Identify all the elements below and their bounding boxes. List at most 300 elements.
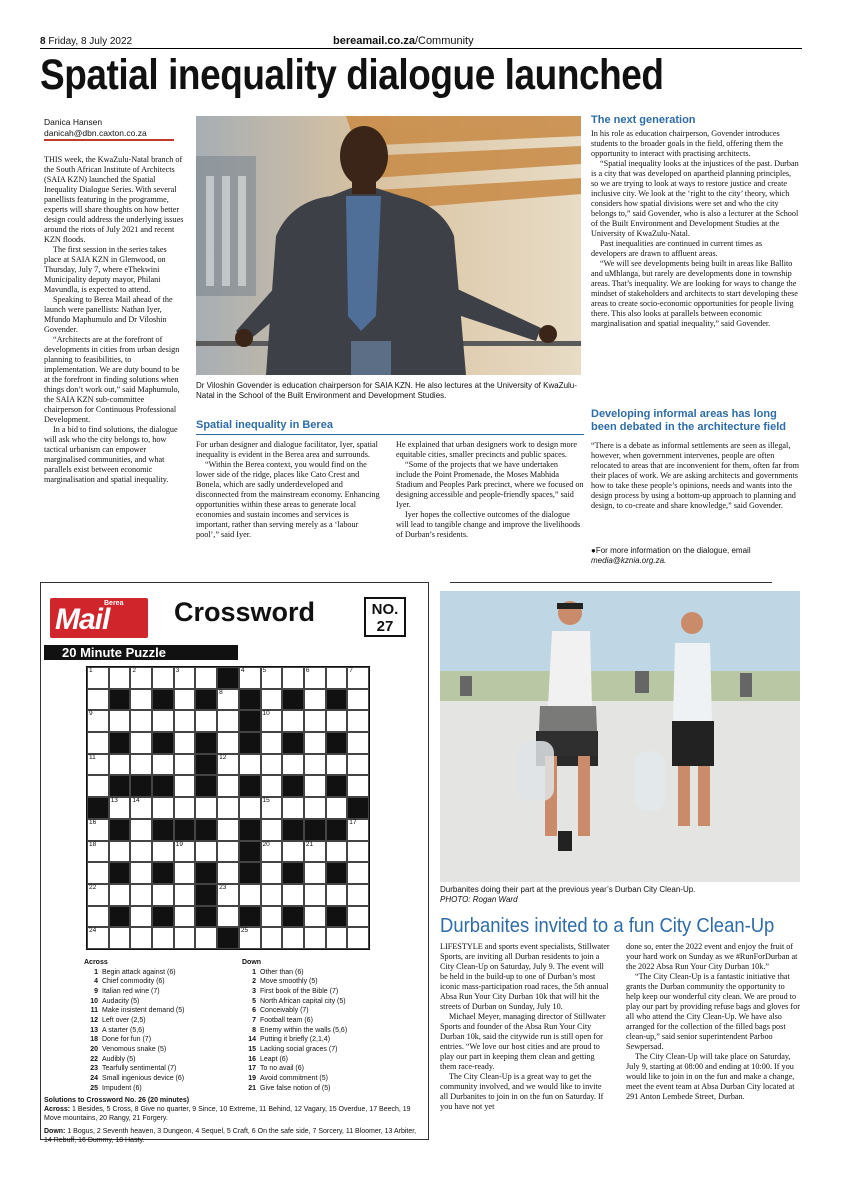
grid-cell[interactable] <box>152 884 174 906</box>
grid-cell[interactable] <box>174 754 196 776</box>
clue-text: Conceivably (7) <box>260 1007 309 1015</box>
grid-cell[interactable] <box>326 710 348 732</box>
grid-cell[interactable] <box>304 797 326 819</box>
subhead-spatial-inequality: Spatial inequality in Berea <box>196 419 333 431</box>
cell-number: 4 <box>240 667 245 674</box>
grid-cell[interactable] <box>239 797 261 819</box>
grid-cell[interactable] <box>217 732 239 754</box>
article-headline: Spatial inequality dialogue launched <box>40 51 664 99</box>
clue-text: Impudent (6) <box>102 1084 142 1092</box>
clue-text: To no avail (6) <box>260 1065 304 1073</box>
grid-block <box>109 862 131 884</box>
grid-cell[interactable] <box>109 754 131 776</box>
clue-text: North African capital city (5) <box>260 997 346 1005</box>
grid-cell[interactable] <box>217 884 239 906</box>
clue-text: Chief commodity (6) <box>102 978 165 986</box>
subhead-next-generation: The next generation <box>591 114 696 126</box>
solutions-across: Across: 1 Besides, 5 Cross, 8 Give no quarter, 9 Since, 10 Extreme, 11 Behind, 12 Vagary, 15 Overdue, 17 Beech, 19 Move mountains, 20 Rangy, 21 Forgery. <box>44 1106 411 1123</box>
clue-text: Begin attack against (6) <box>102 968 176 976</box>
article-column-2 <box>196 440 381 540</box>
section-name: /Community <box>414 35 474 47</box>
cleanup-headline: Durbanites invited to a fun City Clean-Up <box>440 914 775 937</box>
photo-caption: Dr Viloshin Govender is education chairperson for SAIA KZN. He also lectures at the University of KwaZulu-Natal in the School of the Built Environment and Development Studies. <box>196 381 577 400</box>
grid-cell[interactable] <box>174 884 196 906</box>
grid-cell[interactable] <box>261 862 283 884</box>
paragraph: Speaking to Berea Mail ahead of the launch were panellists: Nathan Iyer, Mfundo Maphumulo and Dr Viloshin Govender. <box>44 295 173 334</box>
cell-number: 9 <box>89 710 93 718</box>
grid-cell[interactable] <box>217 775 239 797</box>
grid-cell[interactable] <box>347 710 369 732</box>
grid-cell[interactable] <box>87 754 109 776</box>
clue-text: Other than (6) <box>260 968 304 976</box>
clue-number: 1 <box>94 968 98 976</box>
grid-cell[interactable] <box>282 710 304 732</box>
grid-block <box>326 732 348 754</box>
grid-block <box>109 689 131 711</box>
grid-cell[interactable] <box>130 927 152 949</box>
grid-block <box>195 906 217 928</box>
clue-item <box>84 968 234 978</box>
grid-cell[interactable] <box>261 689 283 711</box>
grid-cell[interactable] <box>174 927 196 949</box>
cell-number: 3 <box>175 667 180 674</box>
grid-cell[interactable] <box>347 732 369 754</box>
grid-cell[interactable] <box>109 927 131 949</box>
grid-cell[interactable] <box>347 884 369 906</box>
grid-cell[interactable] <box>217 841 239 863</box>
grid-block <box>239 689 261 711</box>
grid-block <box>282 906 304 928</box>
grid-block <box>152 732 174 754</box>
crossword-title: Crossword <box>174 597 316 627</box>
info-email[interactable]: media@kznia.org.za. <box>591 555 667 565</box>
grid-cell[interactable] <box>174 841 196 863</box>
paragraph: “We will see developments being built in areas like Ballito and uMhlanga, but rarely are developments done in township areas. That’s inequality. We are looking for ways to change the mindset of stakeholders and architects to start developing these areas to create socio-economic opportunities for people living there. This also looks at parallels between economic marginalisation and spatial inequality,” said Govender. <box>591 259 798 328</box>
cell-number: 23 <box>219 883 227 891</box>
grid-cell[interactable] <box>239 927 261 949</box>
grid-cell[interactable] <box>347 667 369 689</box>
grid-cell[interactable] <box>261 906 283 928</box>
paragraph: done so, enter the 2022 event and enjoy the fruit of your hard work on Sunday as we #RunForDurban at the 2022 Absa Run Your City Durban 10k.” <box>626 942 798 971</box>
grid-block <box>326 775 348 797</box>
down-title: Down <box>242 959 262 966</box>
grid-cell[interactable] <box>195 667 217 689</box>
paragraph: He explained that urban designers work to design more equitable cities, smaller precincts and public spaces. <box>396 440 577 459</box>
grid-block <box>152 689 174 711</box>
grid-block <box>195 689 217 711</box>
clue-item <box>84 987 234 997</box>
grid-cell[interactable] <box>152 841 174 863</box>
grid-cell[interactable] <box>174 732 196 754</box>
grid-cell[interactable] <box>130 862 152 884</box>
clue-item <box>84 1084 234 1094</box>
grid-cell[interactable] <box>326 797 348 819</box>
cell-number: 21 <box>305 840 314 848</box>
clue-text: Enemy within the walls (5,6) <box>260 1026 348 1034</box>
govender-photo <box>196 116 581 375</box>
clue-item <box>242 1064 392 1074</box>
grid-block <box>217 667 239 689</box>
clue-text: Done for fun (7) <box>102 1036 152 1044</box>
clue-item <box>242 1074 392 1084</box>
grid-block <box>347 797 369 819</box>
grid-cell[interactable] <box>130 841 152 863</box>
clue-item <box>242 997 392 1007</box>
clue-number: 23 <box>90 1065 98 1073</box>
clue-item <box>242 977 392 987</box>
article-column-1 <box>44 155 184 485</box>
subhead-informal-areas: Developing informal areas has long been debated in the architecture field <box>591 408 786 433</box>
clue-text: Tearfully sentimental (7) <box>102 1065 177 1073</box>
paragraph: LIFESTYLE and sports event specialists, Stillwater Sports, are inviting all Durban residents to join a City Clean-Up on Saturday, July 9. The event will be held in the build-up to one of Durban’s most iconic mass-participation road races, the 5th annual Absa Run Your City Durban 10k that will hit the streets of Durban on Sunday, July 10. <box>440 942 610 1011</box>
grid-cell[interactable] <box>87 862 109 884</box>
site-name: bereamail.co.za <box>333 35 415 47</box>
grid-block <box>152 775 174 797</box>
clue-item <box>84 1035 234 1045</box>
grid-cell[interactable] <box>261 667 283 689</box>
grid-cell[interactable] <box>282 841 304 863</box>
grid-cell[interactable] <box>152 754 174 776</box>
cell-number: 1 <box>89 667 93 674</box>
grid-cell[interactable] <box>347 775 369 797</box>
grid-cell[interactable] <box>195 841 217 863</box>
cell-number: 19 <box>175 840 183 848</box>
subhead-rule <box>196 434 584 435</box>
grid-block <box>152 906 174 928</box>
grid-block <box>282 689 304 711</box>
grid-cell[interactable] <box>347 862 369 884</box>
article-column-4 <box>591 129 799 329</box>
grid-cell[interactable] <box>130 797 152 819</box>
info-text: For more information on the dialogue, email <box>595 546 751 555</box>
crossword-no-label: NO. <box>371 601 399 618</box>
grid-block <box>282 819 304 841</box>
clue-text: Football team (6) <box>260 1016 313 1024</box>
grid-cell[interactable] <box>304 689 326 711</box>
solutions-down: Down: 1 Bogus, 2 Seventh heaven, 3 Dungeon, 4 Sequel, 5 Craft, 6 On the safe side, 7 Sorcery, 11 Bloomer, 13 Arbiter, 14 Rebuff, 16 Dummy, 18 Hasty. <box>44 1127 417 1144</box>
grid-cell[interactable] <box>239 667 261 689</box>
crossword-no-value: 27 <box>376 618 394 635</box>
grid-cell[interactable] <box>87 710 109 732</box>
grid-cell[interactable] <box>87 689 109 711</box>
grid-cell[interactable] <box>217 862 239 884</box>
logo-mail: Mail <box>55 603 110 636</box>
cell-number: 6 <box>305 667 310 674</box>
clue-number: 5 <box>252 997 256 1005</box>
clue-text: Move smoothly (5) <box>260 978 318 986</box>
grid-block <box>239 710 261 732</box>
clue-text: Leapt (6) <box>260 1055 289 1063</box>
grid-cell[interactable] <box>261 884 283 906</box>
grid-cell[interactable] <box>174 862 196 884</box>
grid-cell[interactable] <box>326 667 348 689</box>
more-info <box>591 546 799 565</box>
grid-cell[interactable] <box>304 862 326 884</box>
grid-block <box>87 797 109 819</box>
crossword-solutions <box>44 1096 424 1145</box>
clue-number: 10 <box>90 997 98 1005</box>
grid-cell[interactable] <box>130 689 152 711</box>
grid-cell[interactable] <box>174 689 196 711</box>
grid-cell[interactable] <box>130 819 152 841</box>
grid-cell[interactable] <box>130 710 152 732</box>
paragraph: “Some of the projects that we have undertaken include the Point Promenade, the Moses Mabhida Stadium and Peoples Park precinct, where we focused on designing accessible and people-friendly spaces,” said Iyer. <box>396 460 584 509</box>
grid-cell[interactable] <box>87 927 109 949</box>
grid-cell[interactable] <box>130 732 152 754</box>
grid-cell[interactable] <box>87 819 109 841</box>
grid-block <box>282 862 304 884</box>
grid-cell[interactable] <box>261 732 283 754</box>
clue-item <box>84 1064 234 1074</box>
clue-item <box>242 1026 392 1036</box>
grid-block <box>304 819 326 841</box>
grid-cell[interactable] <box>152 667 174 689</box>
clue-item <box>84 1045 234 1055</box>
paragraph: “Spatial inequality looks at the injustices of the past. Durban is a city that was developed on apartheid planning principles, so we are trying to look at ways to restore justice and create inclusive city. We look at the ‘right to the city’ theory, which considers how spatial divisions were set and who the city belongs to,” said Govender, who is also a lecturer at the School of the Built Environment and Development Studies at the University of KwaZulu-Natal. <box>591 159 799 238</box>
cell-number: 15 <box>262 797 270 805</box>
paragraph: For urban designer and dialogue facilitator, Iyer, spatial inequality is evident in the Berea area and surrounds. <box>196 440 378 459</box>
cell-number: 2 <box>132 667 136 674</box>
grid-cell[interactable] <box>130 754 152 776</box>
grid-cell[interactable] <box>195 797 217 819</box>
grid-cell[interactable] <box>217 819 239 841</box>
grid-cell[interactable] <box>174 710 196 732</box>
grid-cell[interactable] <box>130 906 152 928</box>
grid-cell[interactable] <box>304 754 326 776</box>
grid-cell[interactable] <box>282 884 304 906</box>
grid-block <box>109 732 131 754</box>
puzzle-duration-bar: 20 Minute Puzzle <box>44 645 238 660</box>
grid-cell[interactable] <box>152 927 174 949</box>
grid-cell[interactable] <box>347 754 369 776</box>
grid-cell[interactable] <box>347 819 369 841</box>
grid-block <box>109 819 131 841</box>
grid-cell[interactable] <box>174 775 196 797</box>
cell-number: 8 <box>219 688 223 696</box>
clue-number: 19 <box>248 1074 256 1082</box>
clue-text: Audacity (5) <box>102 997 140 1005</box>
grid-block <box>326 862 348 884</box>
clue-text: Italian red wine (7) <box>102 987 160 995</box>
clue-number: 18 <box>90 1036 98 1044</box>
byline-rule <box>44 139 174 141</box>
cell-number: 24 <box>89 927 97 935</box>
paragraph: THIS week, the KwaZulu-Natal branch of the South African Institute of Architects (SAIA KZN) launched the Spatial Inequality Dialogue Series. With several panellists featuring in the programme, experts will share thoughts on how better design could address the underlying issues around the riots of July 2021 and recent KZN floods. <box>44 155 184 244</box>
clue-number: 14 <box>248 1036 256 1044</box>
clue-number: 1 <box>252 968 256 976</box>
grid-block <box>326 689 348 711</box>
grid-block <box>239 841 261 863</box>
cell-number: 7 <box>349 667 353 674</box>
grid-cell[interactable] <box>195 710 217 732</box>
grid-cell[interactable] <box>282 667 304 689</box>
author-email[interactable]: danicah@dbn.caxton.co.za <box>44 128 147 139</box>
photo-credit: PHOTO: Rogan Ward <box>440 894 518 904</box>
grid-cell[interactable] <box>261 841 283 863</box>
cell-number: 25 <box>240 927 249 935</box>
grid-cell[interactable] <box>304 841 326 863</box>
cleanup-photo <box>440 591 800 882</box>
grid-cell[interactable] <box>326 754 348 776</box>
grid-cell[interactable] <box>109 797 131 819</box>
grid-cell[interactable] <box>304 732 326 754</box>
across-title: Across <box>84 959 108 966</box>
grid-cell[interactable] <box>174 667 196 689</box>
paragraph: The City Clean-Up is a great way to get the community involved, and we would like to invite all Durbanites to join in on the fun on Saturday. If you have not yet <box>440 1072 604 1111</box>
clue-item <box>242 1006 392 1016</box>
clue-text: Left over (2,5) <box>102 1016 146 1024</box>
cleanup-column-2 <box>626 942 800 1102</box>
grid-cell[interactable] <box>217 754 239 776</box>
grid-cell[interactable] <box>174 797 196 819</box>
clue-item <box>242 1035 392 1045</box>
cell-number: 13 <box>110 797 118 805</box>
clue-number: 21 <box>248 1084 256 1092</box>
paragraph: Michael Meyer, managing director of Stillwater Sports and founder of the Absa Run Your City Durban 10k, said the citywide run is still open for entries. “We love our host cities and are proud to play our part in keeping them clean and getting them race-ready. <box>440 1012 606 1071</box>
grid-cell[interactable] <box>87 732 109 754</box>
grid-cell[interactable] <box>87 667 109 689</box>
site-section <box>333 35 474 48</box>
grid-cell[interactable] <box>282 927 304 949</box>
grid-cell[interactable] <box>261 927 283 949</box>
clue-item <box>242 1045 392 1055</box>
grid-cell[interactable] <box>109 841 131 863</box>
crossword-grid[interactable] <box>86 666 370 950</box>
grid-cell[interactable] <box>217 797 239 819</box>
grid-cell[interactable] <box>282 797 304 819</box>
grid-cell[interactable] <box>239 884 261 906</box>
section-rule <box>450 582 772 583</box>
paragraph: “There is a debate as informal settlements are seen as illegal, however, when government intervenes, people are often relocated to areas that are inconvenient for them, often far from their places of work. We are asking architects and governments how to take these people’s opinions, needs and wants into the design process by using a bottom-up approach to planning and design, to co-create and share knowledge,” said Govender. <box>591 441 800 510</box>
clue-text: Make insistent demand (5) <box>102 1007 185 1015</box>
grid-cell[interactable] <box>304 906 326 928</box>
article-column-3 <box>396 440 584 540</box>
clue-item <box>84 977 234 987</box>
cleanup-column-1 <box>440 942 610 1112</box>
clue-text: A starter (5,6) <box>102 1026 145 1034</box>
grid-cell[interactable] <box>347 841 369 863</box>
grid-cell[interactable] <box>130 884 152 906</box>
grid-cell[interactable] <box>304 927 326 949</box>
clue-number: 8 <box>252 1026 256 1034</box>
grid-cell[interactable] <box>239 754 261 776</box>
grid-cell[interactable] <box>261 754 283 776</box>
grid-block <box>195 775 217 797</box>
grid-cell[interactable] <box>217 710 239 732</box>
clue-number: 22 <box>90 1055 98 1063</box>
grid-cell[interactable] <box>304 775 326 797</box>
grid-cell[interactable] <box>304 710 326 732</box>
paragraph: Iyer hopes the collective outcomes of the dialogue will lead to tangible change and improve the livelihoods of Durban’s residents. <box>396 510 581 539</box>
clue-text: Give false notion of (5) <box>260 1084 331 1092</box>
paragraph: “The City Clean-Up is a fantastic initiative that grants the Durban community the opportunity to help keep our wonderful city clean. We are proud to play our part by providing refuse bags and gloves for all who attend the City Clean-Up. We have also arranged for the collection of the filled bags post clean-up,” said senior superintendent Parboo Sewpersad. <box>626 972 800 1051</box>
grid-block <box>195 754 217 776</box>
grid-cell[interactable] <box>261 819 283 841</box>
grid-cell[interactable] <box>261 710 283 732</box>
grid-block <box>239 732 261 754</box>
grid-cell[interactable] <box>152 797 174 819</box>
article-column-5 <box>591 441 799 511</box>
grid-block <box>195 732 217 754</box>
grid-cell[interactable] <box>326 841 348 863</box>
clue-item <box>242 1084 392 1094</box>
clue-text: Avoid commitment (5) <box>260 1074 328 1082</box>
clue-number: 16 <box>248 1055 256 1063</box>
clue-item <box>242 968 392 978</box>
grid-block <box>195 884 217 906</box>
grid-cell[interactable] <box>326 927 348 949</box>
grid-block <box>130 775 152 797</box>
clue-number: 13 <box>90 1026 98 1034</box>
grid-cell[interactable] <box>347 689 369 711</box>
clue-text: Audibly (5) <box>102 1055 136 1063</box>
grid-block <box>326 819 348 841</box>
grid-cell[interactable] <box>130 667 152 689</box>
grid-cell[interactable] <box>109 667 131 689</box>
grid-block <box>152 862 174 884</box>
cell-number: 20 <box>262 840 270 848</box>
clue-item <box>84 1016 234 1026</box>
clue-number: 24 <box>90 1074 98 1082</box>
grid-block <box>326 906 348 928</box>
grid-cell[interactable] <box>87 841 109 863</box>
grid-cell[interactable] <box>109 710 131 732</box>
grid-cell[interactable] <box>174 906 196 928</box>
grid-cell[interactable] <box>87 906 109 928</box>
author-name: Danica Hansen <box>44 117 103 127</box>
down-clues <box>242 958 392 1093</box>
grid-cell[interactable] <box>261 797 283 819</box>
cell-number: 17 <box>349 818 357 826</box>
grid-cell[interactable] <box>261 775 283 797</box>
grid-cell[interactable] <box>87 775 109 797</box>
grid-cell[interactable] <box>347 906 369 928</box>
grid-block <box>282 775 304 797</box>
grid-block <box>152 819 174 841</box>
grid-cell[interactable] <box>326 884 348 906</box>
clue-number: 9 <box>94 987 98 995</box>
grid-cell[interactable] <box>109 884 131 906</box>
clue-text: Venomous snake (5) <box>102 1045 167 1053</box>
clue-number: 6 <box>252 1007 256 1015</box>
clue-text: First book of the Bible (7) <box>260 987 339 995</box>
clue-number: 12 <box>90 1016 98 1024</box>
clue-item <box>242 1016 392 1026</box>
bullet-icon: ● <box>591 546 596 555</box>
grid-cell[interactable] <box>87 884 109 906</box>
grid-cell[interactable] <box>195 927 217 949</box>
grid-cell[interactable] <box>152 710 174 732</box>
grid-block <box>217 927 239 949</box>
grid-cell[interactable] <box>282 754 304 776</box>
grid-cell[interactable] <box>347 927 369 949</box>
logo-berea: Berea <box>104 600 124 607</box>
grid-block <box>239 819 261 841</box>
crossword-number <box>364 597 406 637</box>
grid-cell[interactable] <box>217 689 239 711</box>
header-rule <box>40 48 802 49</box>
grid-block <box>239 862 261 884</box>
clue-item <box>242 1055 392 1065</box>
byline <box>44 117 147 139</box>
grid-block <box>174 819 196 841</box>
grid-block <box>195 862 217 884</box>
grid-cell[interactable] <box>304 884 326 906</box>
grid-cell[interactable] <box>217 906 239 928</box>
grid-block <box>109 906 131 928</box>
grid-cell[interactable] <box>304 667 326 689</box>
cell-number: 11 <box>89 753 96 761</box>
